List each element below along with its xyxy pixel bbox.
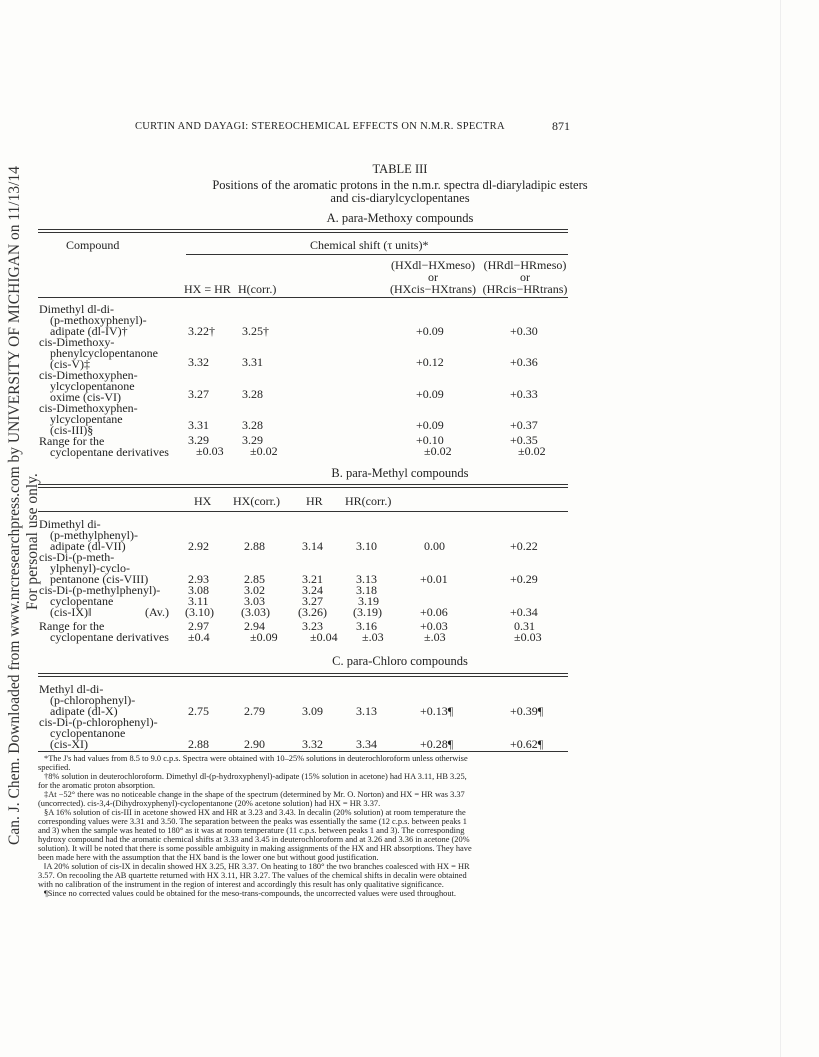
- a-row2-dx: +0.12: [416, 355, 444, 369]
- a-row4-name-3: (cis-III)§: [50, 423, 94, 437]
- rule-top-2: [38, 232, 568, 233]
- a-row4-name-2: ylcyclopentane: [50, 412, 123, 426]
- b-row3-average-label: (Av.): [145, 605, 169, 619]
- download-watermark: [0, 0, 41, 845]
- b-row1-dx: 0.00: [424, 539, 445, 553]
- footnote-line: solution). It will be noted that there is some possible ambiguity in making assignments of the HX and HR absorptions. They have: [38, 844, 472, 853]
- b-row4-dr-err: ±0.03: [514, 630, 542, 644]
- c-row1-name-1: Methyl dl-di-: [39, 682, 104, 696]
- table-caption-line2: and cis-diarylcyclopentanes: [330, 191, 470, 205]
- b-row4-hxcorr-err: ±0.09: [250, 630, 278, 644]
- b-header-hrcorr: HR(corr.): [345, 494, 392, 508]
- header-compound: Compound: [66, 238, 120, 252]
- rule-subheader: [186, 254, 568, 255]
- footnote-line: †8% solution in deuterochloroform. Dimethyl dl-(p-hydroxyphenyl)-adipate (15% solution in acetone) had HA 3.11, HB 3.25,: [44, 772, 467, 781]
- c-row1-hxcorr: 2.79: [244, 704, 265, 718]
- c-row2-hx: 2.88: [188, 737, 209, 751]
- footnote-line: 3.57. On recooling the AB quartette returned with HX 3.11, HR 3.27. The values of the chemical shifts in decalin were obtained: [38, 871, 467, 880]
- footnote-line: *The J's had values from 8.5 to 9.0 c.p.s. Spectra were obtained with 10–25% solutions in deuterochloroform unless otherwise: [44, 754, 468, 763]
- b-row2-hx: 2.93: [188, 572, 209, 586]
- a-row1-name-3: adipate (dl-IV)†: [50, 324, 128, 338]
- a-row3-dr: +0.33: [510, 387, 538, 401]
- a-row5-dx: +0.10: [416, 433, 444, 447]
- a-row5-hcorr: 3.29: [242, 433, 263, 447]
- b-row3-hx-b: 3.11: [188, 594, 209, 608]
- c-row2-dx: +0.28¶: [420, 737, 454, 751]
- a-row3-hcorr: 3.28: [242, 387, 263, 401]
- b-row1-dr: +0.22: [510, 539, 538, 553]
- a-row1-hx: 3.22†: [188, 324, 215, 338]
- b-row3-hrcorr-a: 3.18: [356, 583, 377, 597]
- b-row3-name-3: (cis-IX)‖: [50, 605, 92, 619]
- footnote-line: with no calibration of the instrument in the region of interest and accordingly this result has only qualitative significance.: [38, 880, 444, 889]
- b-row4-hrcorr: 3.16: [356, 619, 377, 633]
- b-row1-name-1: Dimethyl di-: [39, 517, 101, 531]
- header-dx-2: (HXcis−HXtrans): [389, 282, 477, 296]
- a-row3-name-1: cis-Dimethoxyphen-: [39, 368, 138, 382]
- c-row1-dr: +0.39¶: [510, 704, 544, 718]
- header-dr-1: (HRdl−HRmeso): [483, 258, 567, 272]
- b-row2-name-1: cis-Di-(p-meth-: [39, 550, 115, 564]
- b-row1-hx: 2.92: [188, 539, 209, 553]
- b-row3-hr-avg: (3.26): [298, 605, 327, 619]
- running-title: CURTIN AND DAYAGI: STEREOCHEMICAL EFFECTS ON N.M.R. SPECTRA: [135, 121, 505, 132]
- b-row2-dr: +0.29: [510, 572, 538, 586]
- b-row3-hrcorr-b: 3.19: [358, 594, 379, 608]
- a-row5-dr: +0.35: [510, 433, 538, 447]
- a-row2-hcorr: 3.31: [242, 355, 263, 369]
- header-dr-or: or: [520, 270, 530, 284]
- a-row2-name-2: phenylcyclopentanone: [50, 346, 158, 360]
- b-row1-hr: 3.14: [302, 539, 323, 553]
- rule-header-bottom: [38, 297, 568, 298]
- a-row3-name-3: oxime (cis-VI): [50, 390, 121, 404]
- rule-c-top-2: [38, 676, 568, 677]
- a-row5-hx: 3.29: [188, 433, 209, 447]
- footnote-line: ‡At −52° there was no noticeable change in the shape of the spectrum (determined by Mr. O. Norton) and HX = HR was 3.37: [44, 790, 465, 799]
- b-row2-hrcorr: 3.13: [356, 572, 377, 586]
- b-row1-hrcorr: 3.10: [356, 539, 377, 553]
- b-row2-name-3: pentanone (cis-VIII): [50, 572, 149, 586]
- a-row5-hx-err: ±0.03: [196, 444, 224, 458]
- rule-b-header-bottom: [38, 511, 568, 512]
- b-row4-dx: +0.03: [420, 619, 448, 633]
- b-row3-hr-b: 3.27: [302, 594, 323, 608]
- footnote-line: §A 16% solution of cis-III in acetone showed HX and HR at 3.23 and 3.43. In decalin (20% solution) at room temperature the: [44, 808, 466, 817]
- a-row1-name-1: Dimethyl dl-di-: [39, 302, 114, 316]
- b-header-hxcorr: HX(corr.): [233, 494, 280, 508]
- c-row2-name-3: (cis-XI): [50, 737, 88, 751]
- rule-b-top-2: [38, 487, 568, 488]
- b-row4-hr-err: ±0.04: [310, 630, 338, 644]
- watermark-line-2: For personal use only.: [24, 473, 41, 610]
- header-dr-2: (HRcis−HRtrans): [482, 282, 568, 296]
- b-row4-hx: 2.97: [188, 619, 209, 633]
- a-row5-name-1: Range for the: [39, 434, 105, 448]
- a-row2-dr: +0.36: [510, 355, 538, 369]
- b-row3-name-1: cis-Di-(p-methylphenyl)-: [39, 583, 161, 597]
- a-row2-name-1: cis-Dimethoxy-: [39, 335, 115, 349]
- b-row3-hxcorr-b: 3.03: [244, 594, 265, 608]
- rule-top: [38, 229, 568, 230]
- b-row1-name-3: adipate (dl-VII): [50, 539, 126, 553]
- b-row2-dx: +0.01: [420, 572, 448, 586]
- footnote-line: ¶Since no corrected values could be obtained for the meso-trans-compounds, the uncorrected values were used throughout.: [44, 889, 456, 898]
- a-row3-hx: 3.27: [188, 387, 209, 401]
- a-row5-name-2: cyclopentane derivatives: [50, 445, 169, 459]
- rule-table-bottom: [38, 751, 568, 752]
- b-row4-hrcorr-err: ±.03: [362, 630, 384, 644]
- page-number: 871: [552, 119, 570, 133]
- c-row1-dx: +0.13¶: [420, 704, 454, 718]
- c-row2-hr: 3.32: [302, 737, 323, 751]
- b-row2-name-2: ylphenyl)-cyclo-: [50, 561, 130, 575]
- a-row3-dx: +0.09: [416, 387, 444, 401]
- b-row3-hx-a: 3.08: [188, 583, 209, 597]
- a-row1-name-2: (p-methoxyphenyl)-: [50, 313, 147, 327]
- table-label: TABLE III: [372, 162, 428, 176]
- a-row2-hx: 3.32: [188, 355, 209, 369]
- a-row5-hcorr-err: ±0.02: [250, 444, 278, 458]
- b-row2-hxcorr: 2.85: [244, 572, 265, 586]
- b-row3-name-2: cyclopentane: [50, 594, 114, 608]
- header-dx-1: (HXdl−HXmeso): [390, 258, 476, 272]
- a-row4-hcorr: 3.28: [242, 418, 263, 432]
- b-row3-dx: +0.06: [420, 605, 448, 619]
- footnote-line: (uncorrected). cis-3,4-(Dihydroxyphenyl)-cyclopentanone (20% acetone solution) had HX = HR 3.37.: [38, 799, 381, 808]
- footnote-line: specified.: [38, 763, 71, 772]
- header-hx-eq-hr: HX = HR: [184, 282, 231, 296]
- c-row1-hrcorr: 3.13: [356, 704, 377, 718]
- b-row4-dr: 0.31: [514, 619, 535, 633]
- header-h-corr: H(corr.): [238, 282, 277, 296]
- a-row4-name-1: cis-Dimethoxyphen-: [39, 401, 138, 415]
- a-row5-dx-err: ±0.02: [424, 444, 452, 458]
- c-row1-name-3: adipate (dl-X): [50, 704, 118, 718]
- b-row4-dx-err: ±.03: [424, 630, 446, 644]
- b-row4-hxcorr: 2.94: [244, 619, 265, 633]
- footnote-line: corresponding values were 3.31 and 3.50. The separation between the peaks was essentially the same (12 c.p.s. between peaks 1: [38, 817, 467, 826]
- footnote-line: and 3) when the sample was heated to 180° as it was at room temperature (11 c.p.s. between peaks 1 and 3). The corresponding: [38, 826, 465, 835]
- a-row4-dr: +0.37: [510, 418, 538, 432]
- a-row5-dr-err: ±0.02: [518, 444, 546, 458]
- b-header-hr: HR: [306, 494, 323, 508]
- b-row4-hx-err: ±0.4: [188, 630, 210, 644]
- section-a-title: A. para-Methoxy compounds: [326, 211, 474, 225]
- rule-b-top: [38, 484, 568, 485]
- c-row2-name-2: cyclopentanone: [50, 726, 126, 740]
- c-row2-name-1: cis-Di-(p-chlorophenyl)-: [39, 715, 158, 729]
- footnote-line: been made here with the assumption that the HX band is the lower one but without good justification.: [38, 853, 379, 862]
- section-b-title: B. para-Methyl compounds: [331, 466, 469, 480]
- b-row3-hxcorr-avg: (3.03): [241, 605, 270, 619]
- page-edge: [780, 0, 781, 1057]
- footnote-line: for the aromatic proton absorption.: [38, 781, 155, 790]
- c-row2-hrcorr: 3.34: [356, 737, 377, 751]
- c-row2-hxcorr: 2.90: [244, 737, 265, 751]
- footnote-line: ‖A 20% solution of cis-IX in decalin showed HX 3.25, HR 3.37. On heating to 180° the two branches coalesced with HX = HR: [44, 862, 470, 871]
- a-row4-hx: 3.31: [188, 418, 209, 432]
- watermark-line-1: Can. J. Chem. Downloaded from www.nrcresearchpress.com by UNIVERSITY OF MICHIGAN on 11/13/14: [6, 166, 23, 845]
- footnote-line: hydroxy compound had the aromatic chemical shifts at 3.33 and 3.45 in deuterochloroform and at 3.26 and 3.36 in acetone (20%: [38, 835, 470, 844]
- b-row3-hrcorr-avg: (3.19): [353, 605, 382, 619]
- c-row1-hr: 3.09: [302, 704, 323, 718]
- b-row3-hx-avg: (3.10): [185, 605, 214, 619]
- b-row1-hxcorr: 2.88: [244, 539, 265, 553]
- b-row2-hr: 3.21: [302, 572, 323, 586]
- header-chemical-shift: Chemical shift (τ units)*: [310, 238, 429, 252]
- b-row4-hr: 3.23: [302, 619, 323, 633]
- b-row4-name-1: Range for the: [39, 619, 105, 633]
- c-row1-name-2: (p-chlorophenyl)-: [50, 693, 136, 707]
- a-row4-dx: +0.09: [416, 418, 444, 432]
- a-row1-dx: +0.09: [416, 324, 444, 338]
- a-row1-hcorr: 3.25†: [242, 324, 269, 338]
- a-row1-dr: +0.30: [510, 324, 538, 338]
- b-header-hx: HX: [194, 494, 212, 508]
- a-row2-name-3: (cis-V)‡: [50, 357, 90, 371]
- table-caption-line1: Positions of the aromatic protons in the n.m.r. spectra dl-diaryladipic esters: [212, 178, 588, 192]
- b-row3-hxcorr-a: 3.02: [244, 583, 265, 597]
- a-row3-name-2: ylcyclopentanone: [50, 379, 135, 393]
- section-c-title: C. para-Chloro compounds: [332, 654, 468, 668]
- b-row4-name-2: cyclopentane derivatives: [50, 630, 169, 644]
- header-dx-or: or: [428, 270, 438, 284]
- c-row1-hx: 2.75: [188, 704, 209, 718]
- b-row1-name-2: (p-methylphenyl)-: [50, 528, 138, 542]
- b-row3-hr-a: 3.24: [302, 583, 323, 597]
- b-row3-dr: +0.34: [510, 605, 538, 619]
- rule-c-top: [38, 673, 568, 674]
- c-row2-dr: +0.62¶: [510, 737, 544, 751]
